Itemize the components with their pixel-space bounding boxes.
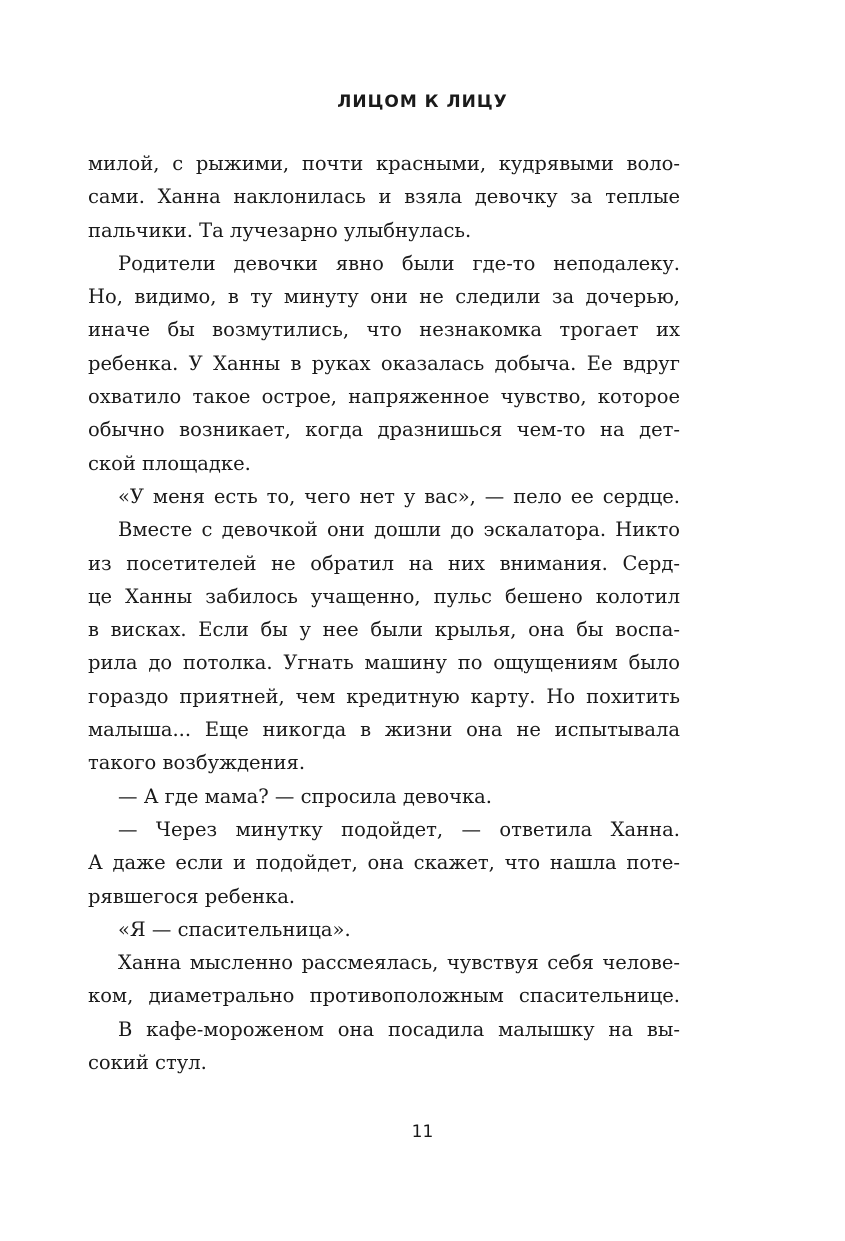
text-line: из посетителей не обратил на них внимания. Серд- <box>88 551 680 575</box>
text-line: — Через минутку подойдет, — ответила Ханна. <box>118 817 680 841</box>
text-line: Вместе с девочкой они дошли до эскалатора. Никто <box>118 518 680 542</box>
text-line: в висках. Если бы у нее были крылья, она бы воспа- <box>88 618 680 642</box>
text-line: Родители девочки явно были где-то неподалеку. <box>118 251 680 275</box>
text-line: Ханна мысленно рассмеялась, чувствуя себя челове- <box>118 951 680 975</box>
text-line: иначе бы возмутились, что незнакомка трогает их <box>88 318 680 342</box>
text-line: — А где мама? — спросила девочка. <box>118 784 493 808</box>
body-text <box>88 147 680 1079</box>
text-line: малыша... Еще никогда в жизни она не испытывала <box>88 718 680 742</box>
text-line: сами. Ханна наклонилась и взяла девочку за теплые <box>88 185 680 209</box>
text-line: милой, с рыжими, почти красными, кудрявыми воло- <box>88 152 680 175</box>
text-line: «У меня есть то, чего нет у вас», — пело ее сердце. <box>118 484 680 508</box>
text-line: рявшегося ребенка. <box>88 884 296 908</box>
text-line: гораздо приятней, чем кредитную карту. Но похитить <box>88 684 680 708</box>
text-line: А даже если и подойдет, она скажет, что нашла поте- <box>88 851 680 875</box>
text-line: Но, видимо, в ту минуту они не следили за дочерью, <box>88 285 680 309</box>
text-line: ком, диаметрально противоположным спасительнице. <box>88 984 680 1008</box>
text-line: пальчики. Та лучезарно улыбнулась. <box>88 218 472 242</box>
text-line: «Я — спасительница». <box>118 917 351 941</box>
text-line: такого возбуждения. <box>88 751 306 775</box>
text-line: рила до потолка. Угнать машину по ощущениям было <box>88 651 680 675</box>
text-line: обычно возникает, когда дразнишься чем-то на дет- <box>88 418 680 442</box>
text-line: ской площадке. <box>88 451 251 475</box>
page-number: 11 <box>411 1122 434 1142</box>
text-line: сокий стул. <box>88 1051 207 1075</box>
text-line: ребенка. У Ханны в руках оказалась добыча. Ее вдруг <box>88 351 680 375</box>
text-line: це Ханны забилось учащенно, пульс бешено колотил <box>88 584 680 608</box>
text-line: В кафе-мороженом она посадила малышку на вы- <box>118 1017 680 1041</box>
running-head: ЛИЦОМ К ЛИЦУ <box>337 92 508 112</box>
text-line: охватило такое острое, напряженное чувство, которое <box>88 385 680 409</box>
